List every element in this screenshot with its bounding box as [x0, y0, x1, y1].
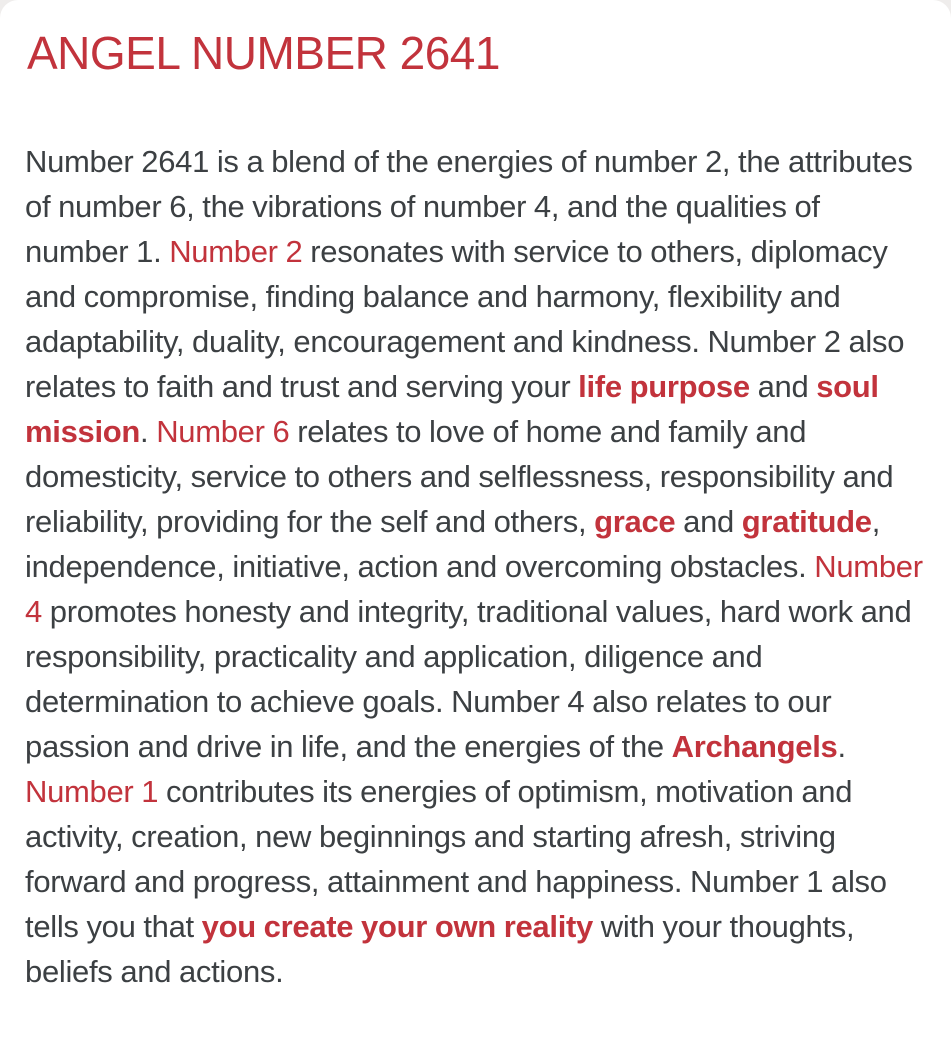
keyword-bold-link[interactable]: gratitude — [741, 504, 872, 540]
paragraph-text: and — [749, 369, 817, 405]
keyword-bold-link[interactable]: Archangels — [671, 729, 838, 765]
paragraph-text: Number 2641 is a blend of the energies of number 2, the attributes of number 6, the vibrations of number 4, and the qualities of number 1. — [25, 144, 913, 270]
keyword-bold-link[interactable]: you create your own reality — [201, 909, 593, 945]
keyword-bold-link[interactable]: life purpose — [578, 369, 750, 405]
number-link[interactable]: Number 2 — [169, 234, 303, 270]
article-paragraph — [25, 139, 926, 994]
number-link[interactable]: Number 1 — [25, 774, 159, 810]
page-title: ANGEL NUMBER 2641 — [27, 27, 500, 79]
paragraph-text: , independence, initiative, action and overcoming obstacles. — [25, 504, 881, 585]
paragraph-text: relates to love of home and family and domesticity, service to others and selflessness, responsibility and reliability, providing for the self and others, — [25, 414, 894, 540]
paragraph-text: and — [675, 504, 742, 540]
paragraph-text: promotes honesty and integrity, traditional values, hard work and responsibility, practicality and application, diligence and determination to achieve goals. Number 4 also relates to our passion and drive in life, and the energies of the — [25, 594, 912, 765]
keyword-bold-link[interactable]: soul mission — [25, 369, 879, 450]
paragraph-text: contributes its energies of optimism, motivation and activity, creation, new beginnings and starting afresh, striving forward and progress, attainment and happiness. Number 1 also tells you that — [25, 774, 887, 945]
paragraph-text: resonates with service to others, diplomacy and compromise, finding balance and harmony, flexibility and adaptability, duality, encouragement and kindness. Number 2 also relates to faith and trust and serving your — [25, 234, 905, 405]
number-link[interactable]: Number 6 — [156, 414, 290, 450]
paragraph-text: . — [837, 729, 846, 765]
keyword-bold-link[interactable]: grace — [594, 504, 676, 540]
number-link[interactable]: Number 4 — [25, 549, 923, 630]
paragraph-text: with your thoughts, beliefs and actions. — [25, 909, 855, 990]
paragraph-text: . — [140, 414, 157, 450]
